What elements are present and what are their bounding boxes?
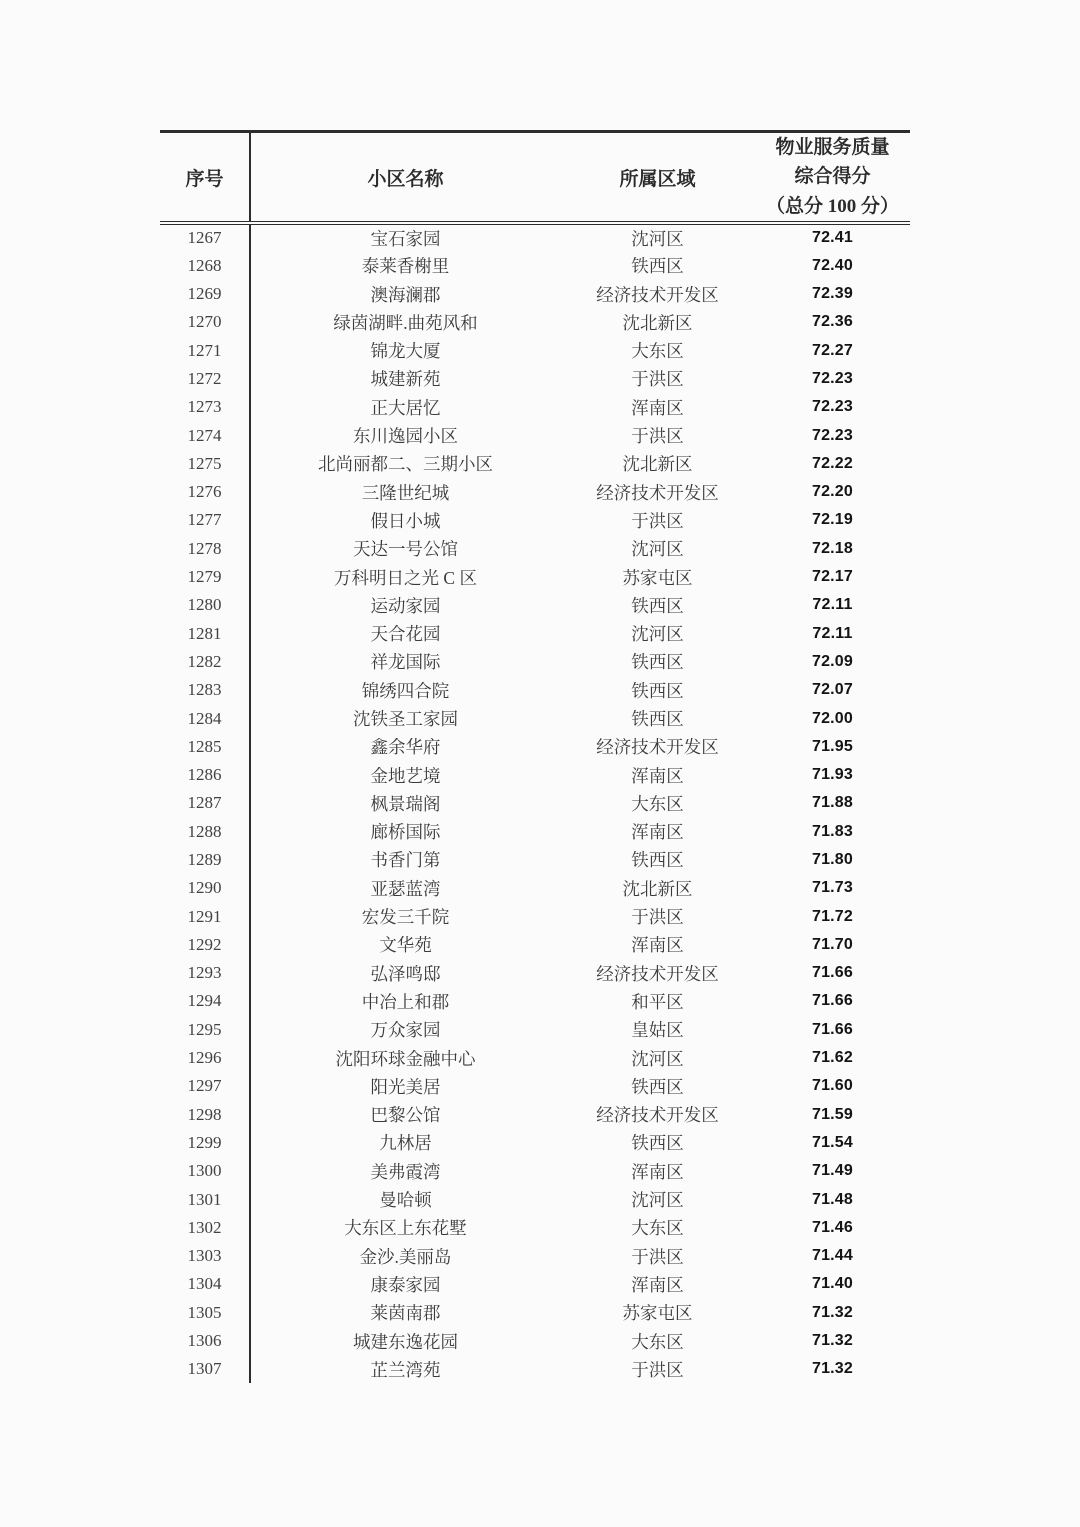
header-score-line2: 综合得分 bbox=[794, 166, 871, 188]
score-cell: 72.11 bbox=[812, 596, 853, 614]
table-row bbox=[160, 902, 910, 930]
serial-number-cell: 1287 bbox=[160, 789, 250, 817]
serial-number-cell: 1290 bbox=[160, 874, 250, 902]
district-cell: 皇姑区 bbox=[631, 1020, 684, 1041]
header-row bbox=[160, 132, 910, 224]
district-cell: 大东区 bbox=[631, 1218, 684, 1239]
score-cell: 71.66 bbox=[811, 1020, 854, 1038]
score-cell: 71.60 bbox=[811, 1077, 854, 1095]
serial-number-cell: 1292 bbox=[160, 931, 250, 959]
score-cell: 72.20 bbox=[811, 483, 854, 501]
table-row bbox=[160, 619, 910, 647]
community-name-cell: 运动家园 bbox=[370, 595, 441, 616]
community-name-cell: 九林居 bbox=[379, 1133, 432, 1154]
table-row bbox=[160, 393, 910, 421]
serial-number-cell: 1274 bbox=[160, 421, 250, 449]
community-name-cell: 阳光美居 bbox=[370, 1076, 441, 1097]
serial-number-cell: 1300 bbox=[160, 1157, 250, 1185]
table-row bbox=[160, 704, 910, 732]
table-row bbox=[160, 1101, 910, 1129]
community-name-cell: 绿茵湖畔.曲苑风和 bbox=[333, 312, 478, 333]
serial-number-cell: 1296 bbox=[160, 1044, 250, 1072]
table-row bbox=[160, 337, 910, 365]
serial-number-cell: 1295 bbox=[160, 1016, 250, 1044]
table-row bbox=[160, 1355, 910, 1383]
community-name-cell: 三隆世纪城 bbox=[361, 482, 450, 503]
score-cell: 71.54 bbox=[811, 1133, 854, 1151]
district-cell: 于洪区 bbox=[631, 426, 684, 447]
serial-number-cell: 1306 bbox=[160, 1327, 250, 1355]
serial-number-cell: 1305 bbox=[160, 1299, 250, 1327]
district-cell: 铁西区 bbox=[631, 595, 684, 616]
score-cell: 71.32 bbox=[811, 1303, 854, 1321]
district-cell: 苏家屯区 bbox=[622, 1303, 693, 1324]
district-cell: 大东区 bbox=[631, 793, 684, 814]
district-cell: 沈北新区 bbox=[622, 878, 693, 899]
score-cell: 72.36 bbox=[811, 313, 854, 331]
community-name-cell: 大东区上东花墅 bbox=[344, 1218, 467, 1239]
district-cell: 经济技术开发区 bbox=[596, 284, 719, 305]
serial-number-cell: 1278 bbox=[160, 535, 250, 563]
district-cell: 铁西区 bbox=[631, 680, 684, 701]
score-cell: 72.23 bbox=[811, 398, 854, 416]
district-cell: 沈河区 bbox=[631, 1190, 684, 1211]
header-score-line3: （总分 100 分） bbox=[765, 195, 899, 217]
table-row bbox=[160, 535, 910, 563]
community-name-cell: 曼哈顿 bbox=[379, 1190, 432, 1211]
district-cell: 铁西区 bbox=[631, 652, 684, 673]
score-cell: 71.70 bbox=[811, 935, 854, 953]
serial-number-cell: 1302 bbox=[160, 1214, 250, 1242]
score-cell: 72.22 bbox=[811, 454, 854, 472]
community-name-cell: 宝石家园 bbox=[370, 228, 441, 249]
table-row bbox=[160, 1129, 910, 1157]
table-row bbox=[160, 874, 910, 902]
community-name-cell: 鑫余华府 bbox=[370, 737, 441, 758]
serial-number-cell: 1279 bbox=[160, 563, 250, 591]
serial-number-cell: 1275 bbox=[160, 450, 250, 478]
table-row bbox=[160, 676, 910, 704]
community-name-cell: 沈阳环球金融中心 bbox=[335, 1048, 476, 1069]
community-name-cell: 廊桥国际 bbox=[370, 822, 441, 843]
district-cell: 沈北新区 bbox=[622, 454, 693, 475]
community-name-cell: 万科明日之光 C 区 bbox=[334, 567, 477, 588]
score-cell: 72.40 bbox=[811, 256, 854, 274]
score-cell: 71.62 bbox=[811, 1049, 854, 1067]
score-cell: 71.48 bbox=[811, 1190, 854, 1208]
property-score-table bbox=[160, 130, 910, 1383]
table-row bbox=[160, 846, 910, 874]
score-cell: 71.73 bbox=[811, 879, 854, 897]
community-name-cell: 城建东逸花园 bbox=[353, 1331, 458, 1352]
table-body bbox=[160, 223, 910, 1383]
community-name-cell: 天合花园 bbox=[370, 624, 441, 645]
district-cell: 浑南区 bbox=[631, 397, 684, 418]
header-community-name: 小区名称 bbox=[250, 132, 560, 224]
district-cell: 于洪区 bbox=[631, 907, 684, 928]
table-row bbox=[160, 987, 910, 1015]
community-name-cell: 亚瑟蓝湾 bbox=[370, 878, 441, 899]
serial-number-cell: 1304 bbox=[160, 1270, 250, 1298]
serial-number-cell: 1301 bbox=[160, 1185, 250, 1213]
table-row bbox=[160, 761, 910, 789]
score-cell: 71.80 bbox=[811, 850, 854, 868]
table-row bbox=[160, 365, 910, 393]
score-cell: 71.88 bbox=[811, 794, 854, 812]
community-name-cell: 祥龙国际 bbox=[370, 652, 441, 673]
serial-number-cell: 1294 bbox=[160, 987, 250, 1015]
district-cell: 于洪区 bbox=[631, 369, 684, 390]
district-cell: 沈河区 bbox=[631, 1048, 684, 1069]
score-cell: 72.17 bbox=[811, 568, 854, 586]
score-cell: 72.07 bbox=[811, 681, 854, 699]
table-row bbox=[160, 450, 910, 478]
community-name-cell: 泰莱香榭里 bbox=[361, 256, 450, 277]
score-cell: 72.27 bbox=[811, 341, 854, 359]
serial-number-cell: 1297 bbox=[160, 1072, 250, 1100]
district-cell: 经济技术开发区 bbox=[596, 482, 719, 503]
district-cell: 浑南区 bbox=[631, 1161, 684, 1182]
score-cell: 72.18 bbox=[811, 539, 854, 557]
district-cell: 浑南区 bbox=[631, 765, 684, 786]
table-row bbox=[160, 959, 910, 987]
score-cell: 71.49 bbox=[811, 1162, 854, 1180]
score-cell: 72.11 bbox=[812, 624, 853, 642]
serial-number-cell: 1307 bbox=[160, 1355, 250, 1383]
district-cell: 苏家屯区 bbox=[622, 567, 693, 588]
table-row bbox=[160, 1299, 910, 1327]
district-cell: 大东区 bbox=[631, 1331, 684, 1352]
table-row bbox=[160, 1185, 910, 1213]
table-row bbox=[160, 1157, 910, 1185]
district-cell: 铁西区 bbox=[631, 1076, 684, 1097]
serial-number-cell: 1280 bbox=[160, 591, 250, 619]
table-row bbox=[160, 1242, 910, 1270]
serial-number-cell: 1269 bbox=[160, 280, 250, 308]
district-cell: 于洪区 bbox=[631, 1359, 684, 1380]
community-name-cell: 锦绣四合院 bbox=[361, 680, 450, 701]
score-cell: 72.00 bbox=[811, 709, 854, 727]
score-cell: 72.23 bbox=[811, 426, 854, 444]
district-cell: 沈北新区 bbox=[622, 312, 693, 333]
district-cell: 经济技术开发区 bbox=[596, 963, 719, 984]
score-cell: 72.09 bbox=[811, 652, 854, 670]
table-row bbox=[160, 252, 910, 280]
community-name-cell: 锦龙大厦 bbox=[370, 341, 441, 362]
district-cell: 经济技术开发区 bbox=[596, 1105, 719, 1126]
district-cell: 铁西区 bbox=[631, 850, 684, 871]
table-row bbox=[160, 818, 910, 846]
serial-number-cell: 1283 bbox=[160, 676, 250, 704]
serial-number-cell: 1298 bbox=[160, 1101, 250, 1129]
community-name-cell: 文华苑 bbox=[379, 935, 432, 956]
community-name-cell: 万众家园 bbox=[370, 1020, 441, 1041]
serial-number-cell: 1289 bbox=[160, 846, 250, 874]
score-cell: 71.44 bbox=[811, 1247, 854, 1265]
serial-number-cell: 1282 bbox=[160, 648, 250, 676]
district-cell: 浑南区 bbox=[631, 822, 684, 843]
community-name-cell: 澳海澜郡 bbox=[370, 284, 441, 305]
community-name-cell: 枫景瑞阁 bbox=[370, 793, 441, 814]
district-cell: 铁西区 bbox=[631, 709, 684, 729]
score-cell: 71.46 bbox=[811, 1218, 854, 1236]
community-name-cell: 天达一号公馆 bbox=[353, 539, 458, 560]
district-cell: 浑南区 bbox=[631, 935, 684, 956]
serial-number-cell: 1272 bbox=[160, 365, 250, 393]
serial-number-cell: 1299 bbox=[160, 1129, 250, 1157]
serial-number-cell: 1281 bbox=[160, 619, 250, 647]
score-cell: 72.39 bbox=[811, 285, 854, 303]
serial-number-cell: 1288 bbox=[160, 818, 250, 846]
score-cell: 71.59 bbox=[811, 1105, 854, 1123]
serial-number-cell: 1273 bbox=[160, 393, 250, 421]
community-name-cell: 弘泽鸣邸 bbox=[370, 963, 441, 984]
district-cell: 沈河区 bbox=[631, 539, 684, 560]
serial-number-cell: 1270 bbox=[160, 308, 250, 336]
table-row bbox=[160, 1270, 910, 1298]
district-cell: 和平区 bbox=[631, 991, 684, 1012]
score-cell: 71.83 bbox=[811, 822, 854, 840]
community-name-cell: 中冶上和郡 bbox=[361, 991, 450, 1012]
table-row bbox=[160, 308, 910, 336]
serial-number-cell: 1267 bbox=[160, 223, 250, 251]
serial-number-cell: 1285 bbox=[160, 733, 250, 761]
score-cell: 71.95 bbox=[811, 737, 854, 755]
district-cell: 浑南区 bbox=[631, 1274, 684, 1295]
table-row bbox=[160, 1044, 910, 1072]
table-row bbox=[160, 223, 910, 251]
district-cell: 经济技术开发区 bbox=[596, 737, 719, 758]
table-row bbox=[160, 648, 910, 676]
community-name-cell: 北尚丽都二、三期小区 bbox=[318, 454, 493, 475]
serial-number-cell: 1276 bbox=[160, 478, 250, 506]
district-cell: 沈河区 bbox=[631, 624, 684, 645]
district-cell: 铁西区 bbox=[631, 1133, 684, 1154]
table-row bbox=[160, 280, 910, 308]
community-name-cell: 金地艺境 bbox=[370, 765, 441, 786]
serial-number-cell: 1271 bbox=[160, 337, 250, 365]
table-row bbox=[160, 1016, 910, 1044]
score-cell: 71.93 bbox=[811, 766, 854, 784]
district-cell: 铁西区 bbox=[631, 256, 684, 277]
table-row bbox=[160, 506, 910, 534]
table-row bbox=[160, 563, 910, 591]
serial-number-cell: 1293 bbox=[160, 959, 250, 987]
serial-number-cell: 1268 bbox=[160, 252, 250, 280]
score-cell: 71.32 bbox=[811, 1332, 854, 1350]
score-cell: 72.41 bbox=[811, 229, 854, 247]
table-row bbox=[160, 931, 910, 959]
header-score-line1: 物业服务质量 bbox=[775, 137, 890, 158]
table-row bbox=[160, 733, 910, 761]
header-serial-number: 序号 bbox=[160, 132, 250, 224]
score-cell: 71.66 bbox=[811, 964, 854, 982]
table-row bbox=[160, 591, 910, 619]
header-score bbox=[755, 132, 910, 224]
community-name-cell: 正大居忆 bbox=[370, 397, 441, 418]
community-name-cell: 芷兰湾苑 bbox=[370, 1359, 441, 1380]
header-district: 所属区域 bbox=[560, 132, 755, 224]
community-name-cell: 东川逸园小区 bbox=[353, 426, 458, 447]
score-cell: 72.19 bbox=[811, 511, 854, 529]
community-name-cell: 康泰家园 bbox=[370, 1274, 441, 1295]
community-name-cell: 书香门第 bbox=[370, 850, 441, 871]
district-cell: 大东区 bbox=[631, 341, 684, 362]
serial-number-cell: 1284 bbox=[160, 704, 250, 732]
score-cell: 72.23 bbox=[811, 369, 854, 387]
table-row bbox=[160, 478, 910, 506]
community-name-cell: 莱茵南郡 bbox=[370, 1303, 441, 1324]
community-name-cell: 金沙.美丽岛 bbox=[359, 1246, 452, 1267]
score-cell: 71.32 bbox=[811, 1360, 854, 1378]
serial-number-cell: 1291 bbox=[160, 902, 250, 930]
serial-number-cell: 1286 bbox=[160, 761, 250, 789]
community-name-cell: 城建新苑 bbox=[370, 369, 441, 390]
score-cell: 71.72 bbox=[811, 907, 854, 925]
table-row bbox=[160, 1214, 910, 1242]
community-name-cell: 美弗霞湾 bbox=[370, 1161, 441, 1182]
table-row bbox=[160, 421, 910, 449]
community-name-cell: 巴黎公馆 bbox=[370, 1105, 441, 1126]
score-cell: 71.40 bbox=[811, 1275, 854, 1293]
table-row bbox=[160, 1327, 910, 1355]
serial-number-cell: 1277 bbox=[160, 506, 250, 534]
district-cell: 于洪区 bbox=[631, 1246, 684, 1267]
serial-number-cell: 1303 bbox=[160, 1242, 250, 1270]
district-cell: 沈河区 bbox=[631, 228, 684, 249]
community-name-cell: 宏发三千院 bbox=[361, 907, 450, 928]
table-header bbox=[160, 132, 910, 224]
community-name-cell: 假日小城 bbox=[370, 510, 441, 531]
score-cell: 71.66 bbox=[811, 992, 854, 1010]
district-cell: 于洪区 bbox=[631, 510, 684, 531]
table-row bbox=[160, 1072, 910, 1100]
community-name-cell: 沈铁圣工家园 bbox=[353, 709, 458, 729]
table-row bbox=[160, 789, 910, 817]
